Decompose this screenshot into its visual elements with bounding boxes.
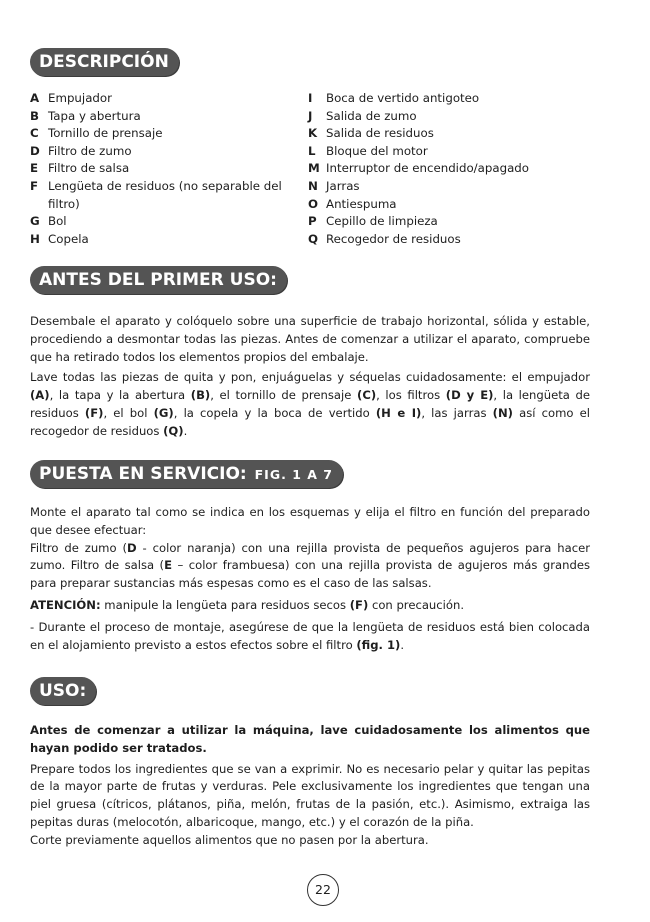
uso-paragraph-2: Prepare todos los ingredientes que se van a exprimir. No es necesario pelar y quitar las pepitas de la mayor parte de frutas y verduras. Pele exclusivamente los ingredientes que tengan una piel gruesa (cítricos, plátanos, piña, melón, frutas de la pasión, etc.). Asimismo, extraiga las pepitas duras (melocotón, albaricoque, mango, etc.) y el corazón de la piña.	[30, 761, 590, 829]
part-letter: N	[308, 178, 318, 193]
part-label: Cepillo de limpieza	[326, 214, 438, 229]
part-item-e	[30, 160, 288, 178]
bold-reference: (fig. 1)	[356, 637, 401, 652]
antes-body	[30, 313, 590, 444]
part-letter: K	[308, 126, 318, 141]
bold-reference: (H e I)	[375, 405, 422, 420]
part-label: Copela	[48, 231, 89, 246]
bold-reference: E	[164, 558, 173, 573]
text-run: - Durante el proceso de montaje, asegúrese de que la lengüeta de residuos está bien colocada en el alojamiento previsto a estos efectos sobre el filtro	[30, 619, 590, 652]
part-letter: H	[30, 231, 40, 246]
text-run: .	[183, 423, 188, 438]
antes-title: ANTES DEL PRIMER USO:	[39, 270, 277, 290]
puesta-paragraph-3	[30, 619, 590, 655]
part-label: Salida de zumo	[326, 108, 417, 123]
bold-reference: (Q)	[163, 423, 184, 438]
part-letter: M	[308, 161, 320, 176]
part-item-n	[308, 178, 608, 196]
text-run: – color frambuesa) con una rejilla provista de agujeros más grandes para preparar sustancias más espesas como es el caso de las salsas.	[30, 558, 590, 591]
part-label: Jarras	[326, 178, 360, 193]
part-label: Lengüeta de residuos (no separable del filtro)	[48, 178, 282, 211]
bold-reference: (B)	[190, 388, 211, 403]
text-run: , los filtros	[376, 388, 446, 403]
part-item-a	[30, 90, 288, 108]
part-letter: J	[308, 108, 313, 123]
uso-paragraph-3: Corte previamente aquellos alimentos que no pasen por la abertura.	[30, 832, 429, 847]
part-letter: Q	[308, 231, 319, 246]
part-item-c	[30, 125, 288, 143]
antes-paragraph-1: Desembale el aparato y colóquelo sobre una superficie de trabajo horizontal, sólida y estable, procediendo a desmontar todas las piezas. Antes de comenzar a utilizar el aparato, compruebe que ha retirado todos los elementos propios del embalaje.	[30, 314, 590, 364]
uso-body	[30, 722, 590, 853]
part-item-i	[308, 90, 608, 108]
parts-list-left	[30, 90, 288, 248]
part-item-o	[308, 196, 608, 214]
part-label: Salida de residuos	[326, 126, 434, 141]
part-label: Filtro de salsa	[48, 161, 130, 176]
part-item-d	[30, 143, 288, 161]
part-item-k	[308, 125, 608, 143]
part-item-b	[30, 108, 288, 126]
part-label: Recogedor de residuos	[326, 231, 461, 246]
text-run: Monte el aparato tal como se indica en los esquemas y elija el filtro en función del preparado que desee efectuar:	[30, 505, 590, 537]
bold-reference: (N)	[492, 405, 513, 420]
section-heading-uso	[30, 677, 96, 705]
part-item-f	[30, 178, 288, 213]
part-letter: G	[30, 214, 40, 229]
part-letter: L	[308, 143, 316, 158]
bold-reference: ATENCIÓN:	[30, 597, 101, 612]
part-item-q	[308, 231, 608, 249]
part-item-m	[308, 160, 608, 178]
bold-reference: (D y E)	[445, 388, 494, 403]
bold-reference: (C)	[357, 388, 377, 403]
parts-list-right	[308, 90, 608, 248]
part-letter: O	[308, 196, 319, 211]
puesta-title: PUESTA EN SERVICIO:	[39, 464, 247, 484]
antes-paragraph-2	[30, 369, 590, 440]
text-run: , la tapa y la abertura	[49, 388, 191, 403]
descripcion-title: DESCRIPCIÓN	[39, 52, 169, 72]
part-letter: I	[308, 91, 313, 105]
part-letter: C	[30, 126, 39, 141]
section-heading-antes	[30, 266, 287, 294]
part-item-h	[30, 231, 288, 249]
puesta-body	[30, 504, 590, 657]
part-letter: F	[30, 178, 39, 193]
uso-title: USO:	[39, 681, 87, 701]
part-label: Bol	[48, 214, 67, 229]
text-run: .	[400, 637, 405, 652]
bold-reference: (F)	[349, 597, 369, 612]
part-item-l	[308, 143, 608, 161]
text-run: - color naranja) con una rejilla provista de pequeños agujeros para hacer zumo. Filtro de salsa (	[30, 540, 590, 573]
text-run: , la lengüeta de residuos	[30, 388, 590, 420]
part-item-j	[308, 108, 608, 126]
bold-reference: (G)	[153, 405, 174, 420]
puesta-subtitle: FIG. 1 A 7	[254, 467, 333, 482]
puesta-paragraph-2	[30, 597, 590, 615]
text-run: así como el recogedor de residuos	[30, 405, 590, 438]
text-run: Filtro de zumo (	[30, 540, 127, 555]
bold-reference: D	[127, 540, 137, 555]
part-label: Bloque del motor	[326, 143, 428, 158]
page-number: 22	[307, 874, 339, 906]
text-run: Lave todas las piezas de quita y pon, enjuáguelas y séquelas cuidadosamente: el empujador	[30, 370, 590, 385]
part-label: Tapa y abertura	[48, 108, 141, 123]
section-heading-puesta	[30, 460, 343, 488]
text-run: , las jarras	[421, 405, 493, 420]
uso-paragraph-1: Antes de comenzar a utilizar la máquina, lave cuidadosamente los alimentos que hayan podido ser tratados.	[30, 723, 590, 755]
part-letter: A	[30, 91, 40, 105]
part-letter: D	[30, 143, 40, 158]
part-letter: B	[30, 108, 39, 123]
part-letter: E	[30, 161, 39, 176]
text-run: , la copela y la boca de vertido	[173, 405, 376, 420]
puesta-paragraph-1	[30, 504, 590, 593]
part-label: Empujador	[48, 91, 112, 105]
part-label: Antiespuma	[326, 196, 397, 211]
bold-reference: (A)	[30, 388, 50, 403]
part-label: Boca de vertido antigoteo	[326, 91, 480, 105]
bold-reference: (F)	[84, 405, 104, 420]
section-heading-descripcion	[30, 48, 179, 76]
text-run: con precaución.	[368, 597, 465, 612]
text-run: , el tornillo de prensaje	[210, 388, 358, 403]
part-label: Interruptor de encendido/apagado	[326, 161, 530, 176]
part-item-p	[308, 213, 608, 231]
part-label: Filtro de zumo	[48, 143, 132, 158]
text-run: , el bol	[103, 405, 154, 420]
part-item-g	[30, 213, 288, 231]
text-run: manipule la lengüeta para residuos secos	[100, 597, 350, 612]
part-letter: P	[308, 214, 317, 229]
part-label: Tornillo de prensaje	[48, 126, 163, 141]
